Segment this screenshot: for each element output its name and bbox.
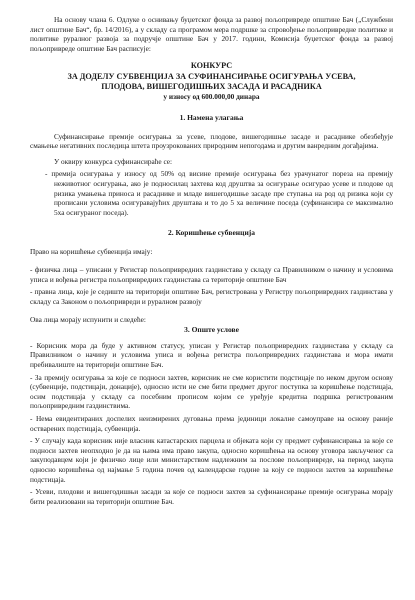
section-2-paragraph: Право на коришћење субвенција имају: [30,247,153,257]
section-2-heading: 2. Коришћење субвенција [167,228,256,238]
section-3-heading: 3. Опште услове [184,324,239,334]
title-amount: у износу од 600.000,00 динара [163,91,260,101]
title-line-3: ПЛОДОВА, ВИШЕГОДИШЊИХ ЗАСАДА И РАСАДНИКА [101,81,322,91]
section-3-item-1: - Корисник мора да буде у активном статусу, уписан у Регистар пољопривредних газдинстава у складу са Правилником о начину и условима уписа и вођења регистра пољопривредних газдинстава и мора имати пребивалиште на територији општине Бач. [30,340,393,370]
section-2-item-1: - физичка лица – уписани у Регистар пољопривредних газдинстава у складу са Правилником о начину и условима уписа и вођења регистра пољопривредних газдинстава са територије општине Бач [30,264,393,284]
section-1-intro: У оквиру конкурса суфинансираће се: [54,156,173,166]
title-line-2: ЗА ДОДЕЛУ СУБВЕНЦИЈА ЗА СУФИНАНСИРАЊЕ ОСИГУРАЊА УСЕВА, [67,71,356,81]
bullet-dash: - [45,169,52,179]
section-1-paragraph: Суфинансирање премије осигурања за усеве, плодове, вишегодишње засаде и расаднике обезбеђује смањење негативних последица штета проузрокованих природним непогодама и другим ванредним догађајима. [30,131,393,151]
section-1-heading: 1. Намена улагања [179,112,244,122]
section-1-bullet [30,169,393,217]
section-3-item-4: - У случају када корисник није власник катастарских парцела и објеката који су предмет суфинансирања за које се подноси захтев неопходно је да на њима има право закупа, односно коришћења на основу уговора закљученог са закуподавцем који је физичко лице или министарством надлежним за послове пољопривреде, на период закупа односно коришћења од најмање 5 година почев од календарске године за коју се подноси захтев за коришћење подстицаја. [30,436,393,484]
intro-paragraph: На основу члана 6. Одлуке о оснивању буџетског фонда за развој пољопривреде општине Бач („Службени лист општине Бач“, бр. 14/2016), а у складу са програмом мера подршке за спровођење пољопривредне политике и политике руралног развоја за подручје општине Бач у 2017. години, Комисија буџетског фонда за развој пољопривреде општине Бач расписује: [30,15,393,53]
section-3-intro: Ова лица морају испунити и следеће: [30,315,146,325]
section-3-item-5: - Усеви, плодови и вишегодишњи засади за које се подноси захтев за суфинансирање премије осигурања морају бити реализовани на територији општине Бач. [30,487,393,506]
section-2-item-2: - правна лица, које је седиште на територији општине Бач, регистрована у Регистру пољопривредних газдинстава у складу са Законом о пољопривреди и руралном развоју [30,287,393,306]
section-1-bullet-text: премија осигурања у износу од 50% од висине премије осигурања без урачунатог пореза на премију неживотног осигурања, ако је подносилац захтева код друштва за осигурање осигурао усеве и плодове од ризика умањења приноса и расаднике и младе вишегодишње засаде пре ступања на род од ризика који су прописани условима осигуравајућих друштава и то до 5 ха величине поседа (суфинансира се максимално 5ха осигураног поседа). [51,169,393,217]
document-title [30,61,393,101]
title-line-1: КОНКУРС [190,61,233,71]
section-3-item-3: - Нема евидентираних доспелих неизмирених дуговања према јединици локалне самоуправе на основу раније остварених подстицаја, субвенција. [30,414,393,433]
section-3-item-2: - За премију осигурања за које се подноси захтев, корисник не сме користити подстицаје по неком другом основу (субвенције, подстицаји, донације), односно исти не сме бити предмет другог поступка за коришћење подстицаја, осим подстицаја у складу са посебним прописом којим се уређује кредитна подршка регистрованим пољопривредним газдинствима. [30,372,393,411]
